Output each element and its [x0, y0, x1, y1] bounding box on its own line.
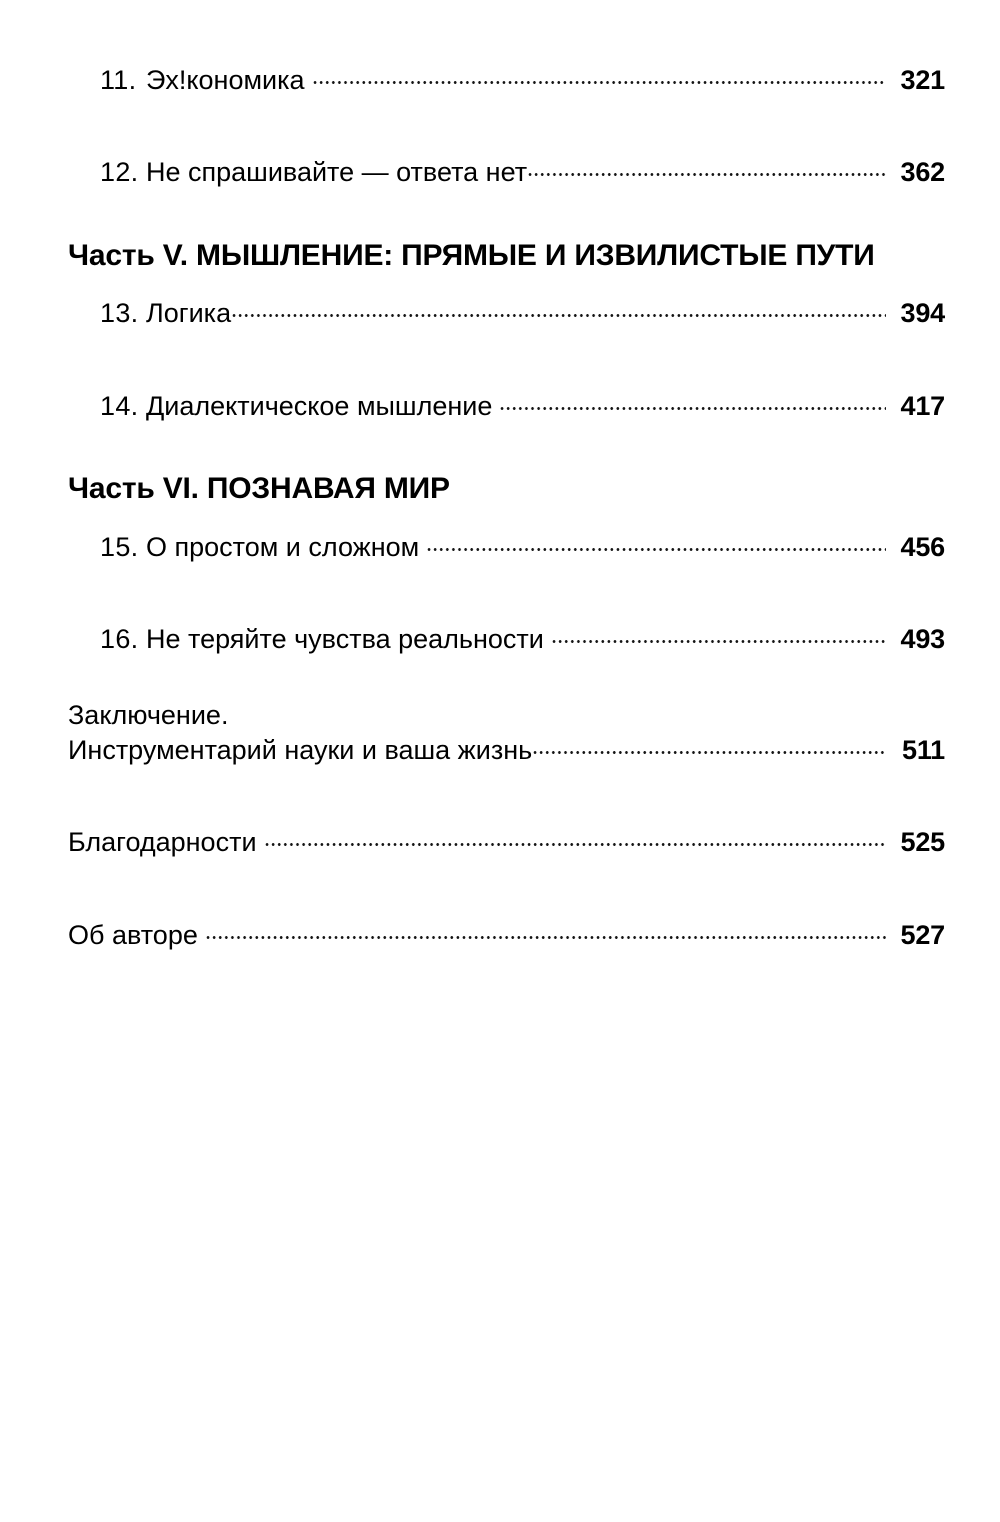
toc-entry-chapter-16[interactable]: [68, 621, 945, 655]
dot-leader: [426, 529, 886, 556]
dot-leader: [205, 917, 886, 944]
page-number: 321: [900, 65, 945, 95]
dot-leader: [231, 295, 886, 322]
dot-leader: [499, 388, 886, 415]
chapter-title: Не теряйте чувства реальности: [146, 623, 544, 654]
entry-title: Инструментарий науки и ваша жизнь: [68, 734, 533, 765]
dot-leader: [532, 732, 886, 759]
toc-entry-chapter-15[interactable]: [68, 529, 945, 563]
page-number: 511: [902, 734, 945, 765]
part-heading-vi: Часть VI. ПОЗНАВАЯ МИР: [68, 472, 450, 506]
page-number: 525: [900, 827, 945, 858]
part-heading-v: Часть V. МЫШЛЕНИЕ: ПРЯМЫЕ И ИЗВИЛИСТЫЕ ПУТИ: [68, 238, 875, 272]
chapter-number: 15.: [100, 531, 139, 562]
spacer: [68, 422, 945, 472]
toc-entry-conclusion[interactable]: [68, 732, 945, 766]
chapter-number: 11.: [100, 65, 137, 95]
toc-entry-acknowledgements[interactable]: [68, 824, 945, 858]
chapter-number: 14.: [100, 390, 139, 421]
toc-entry-about-author[interactable]: [68, 917, 945, 951]
spacer: [68, 189, 945, 239]
chapter-title: Логика: [146, 298, 232, 329]
chapter-title: Диалектическое мышление: [146, 390, 493, 421]
page-number: 417: [900, 390, 945, 421]
toc-entry-chapter-14[interactable]: [68, 388, 945, 422]
page-number: 362: [900, 157, 945, 188]
toc-entry-chapter-12[interactable]: [68, 154, 945, 188]
spacer: [68, 563, 945, 621]
spacer: [68, 507, 945, 523]
entry-title: Благодарности: [68, 827, 257, 858]
chapter-title: Эх!кономика: [146, 65, 305, 95]
page-number: 493: [900, 623, 945, 654]
spacer: [68, 330, 945, 388]
toc-entry-chapter-13[interactable]: [68, 295, 945, 329]
spacer: [68, 96, 945, 154]
dot-leader: [312, 62, 886, 89]
page-number: 456: [900, 531, 945, 562]
spacer: [68, 859, 945, 917]
chapter-title: О простом и сложном: [146, 531, 420, 562]
page-number: 527: [900, 919, 945, 950]
chapter-number: 12.: [100, 157, 139, 188]
spacer: [68, 766, 945, 824]
spacer: [68, 273, 945, 289]
chapter-number: 16.: [100, 623, 139, 654]
entry-title: Об авторе: [68, 919, 198, 950]
chapter-title: Не спрашивайте — ответа нет: [146, 157, 528, 188]
toc-entry-chapter-11[interactable]: [68, 62, 945, 96]
page-number: 394: [900, 298, 945, 329]
dot-leader: [551, 621, 886, 648]
dot-leader: [527, 154, 886, 181]
chapter-number: 13.: [100, 298, 139, 329]
spacer: [68, 655, 945, 699]
conclusion-lead-line: Заключение.: [68, 700, 229, 731]
dot-leader: [264, 824, 886, 851]
